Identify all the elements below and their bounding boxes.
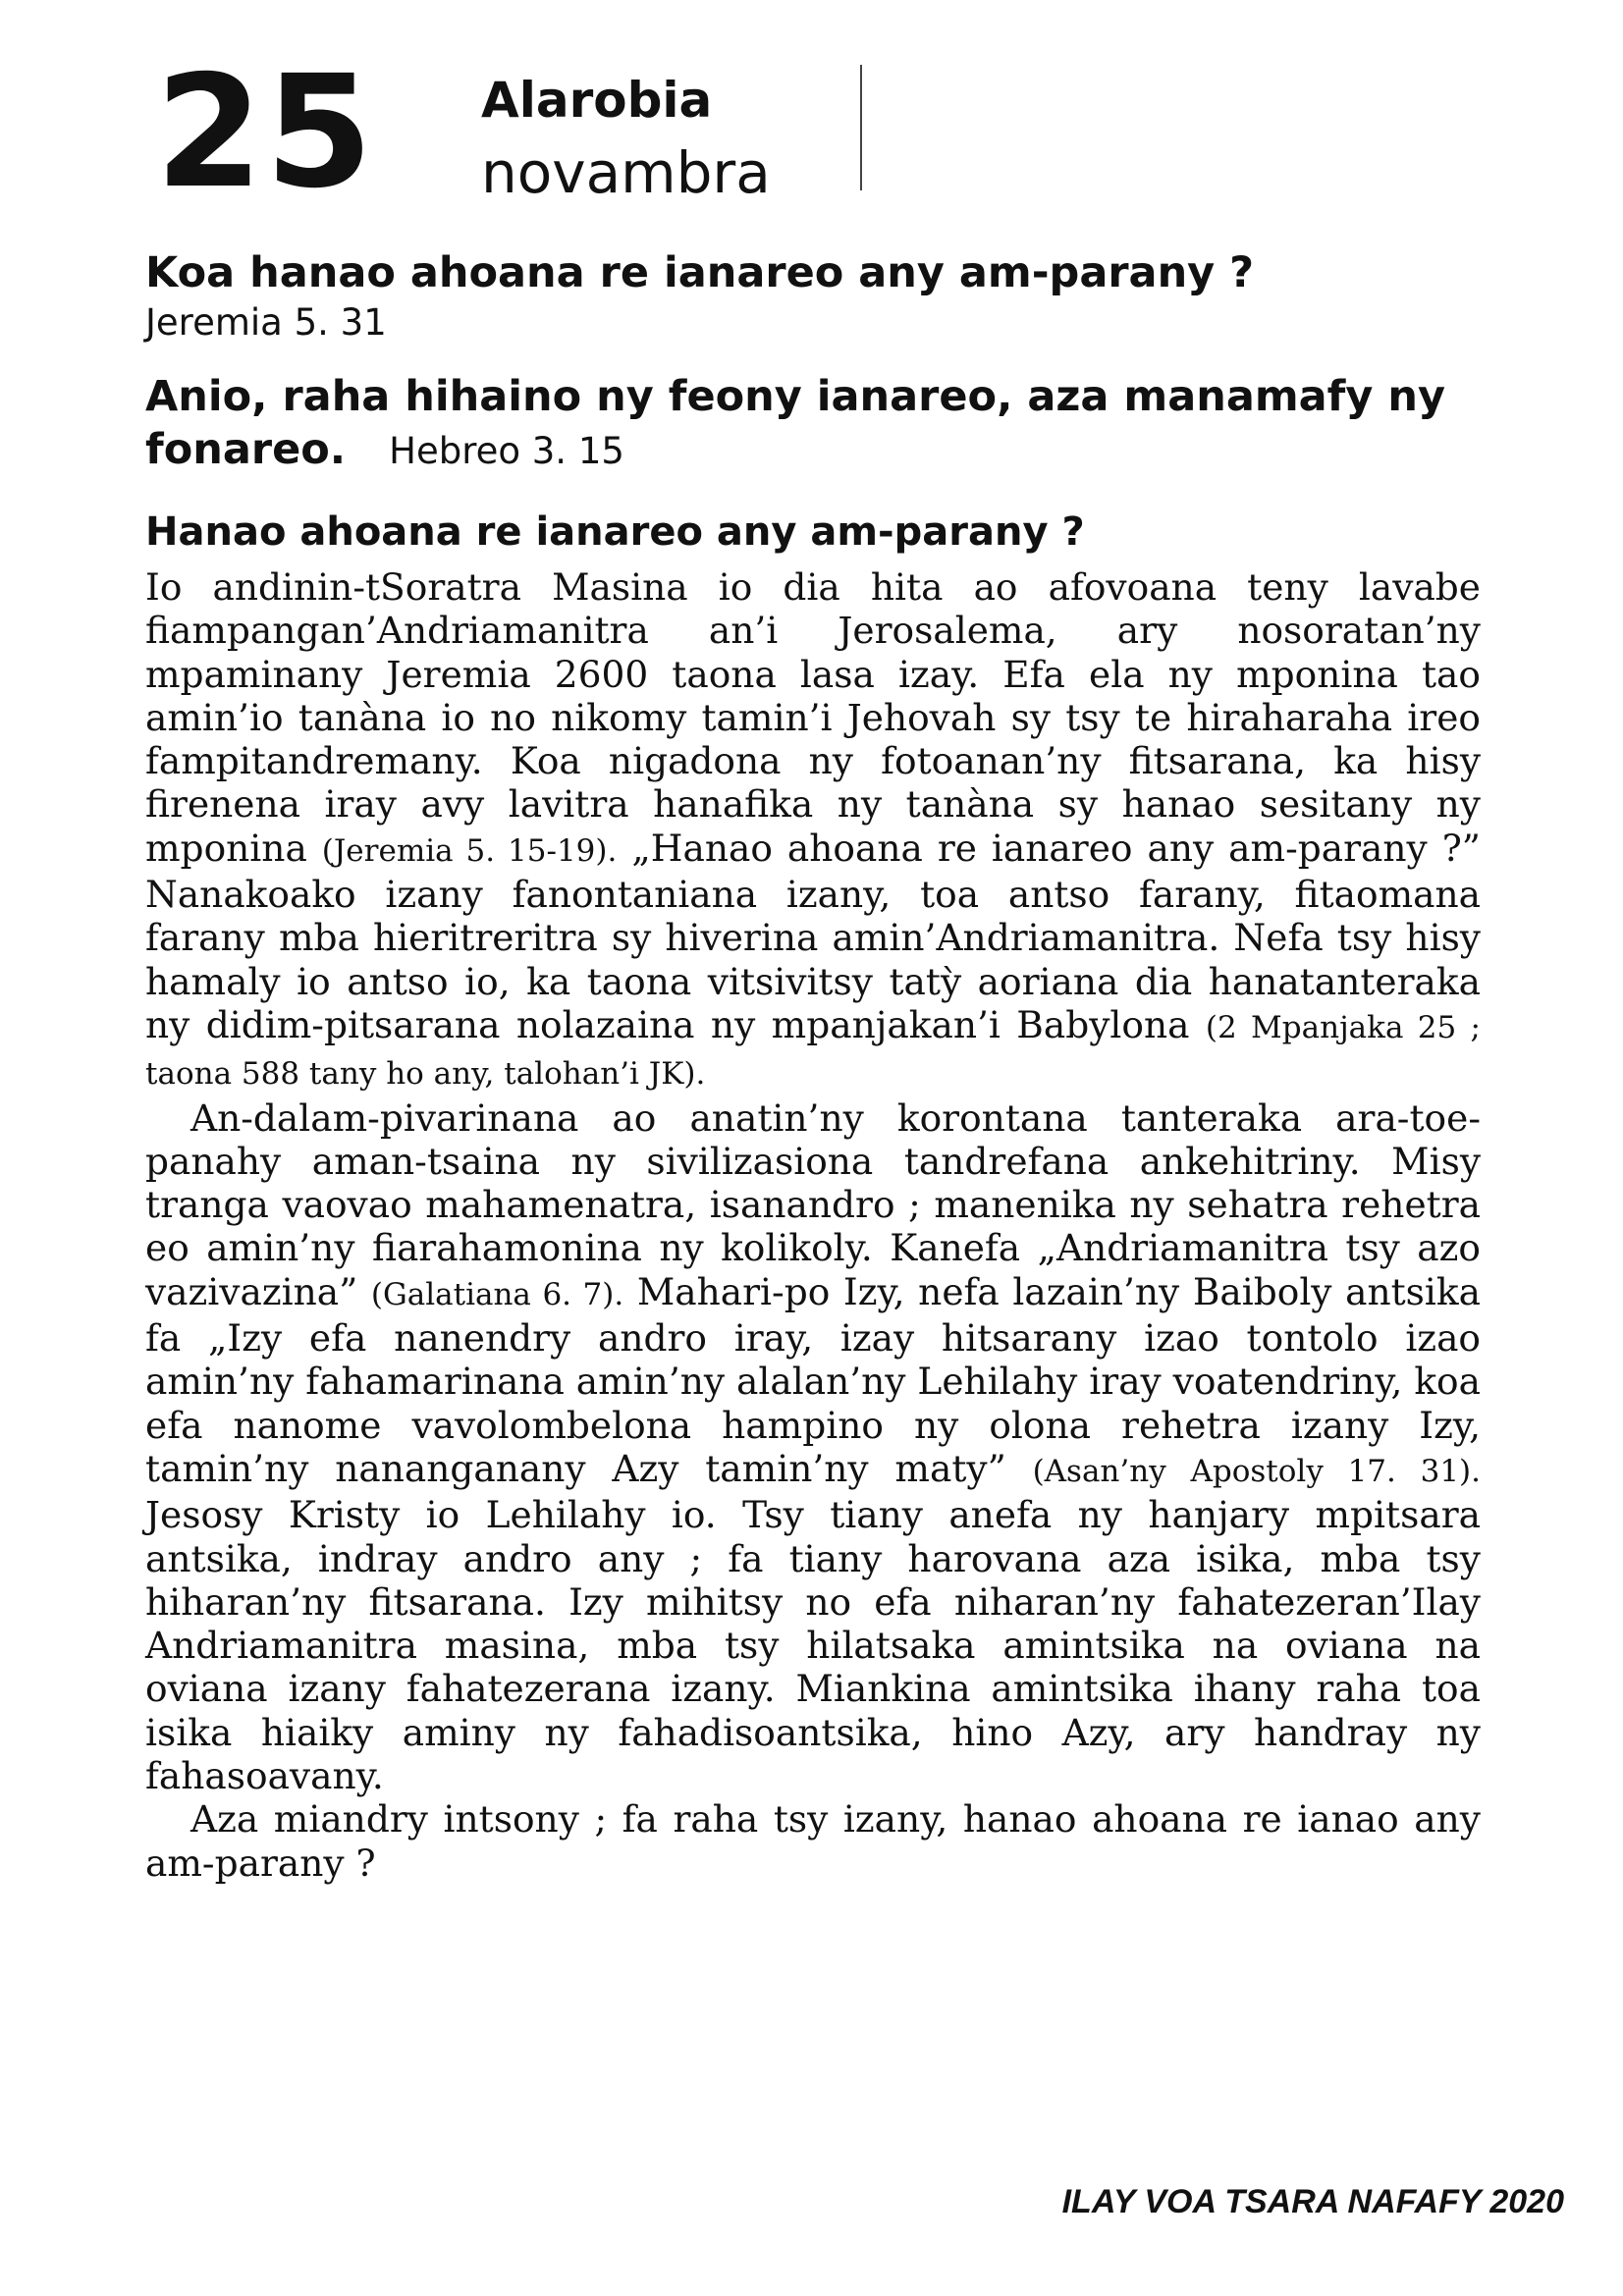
paragraph-3-text: Aza miandry intsony ; fa raha tsy izany, hanao ahoana re ianao any am-parany ? — [145, 1797, 1481, 1885]
paragraph-1-text: Io andinin-tSoratra Masina io dia hita ao afovoana teny lavabe fiampangan’Andriamanitra an’i Jerosalema, ary nosoratan’ny mpaminany Jeremia 2600 taona lasa izay. Efa ela ny mponina tao amin’io tanàna io no nikomy tamin’i Jehovah sy tsy te hiraharaha ireo fampitandremany. Koa nigadona ny fotoanan’ny fitsarana, ka hisy firenena iray avy lavitra hanafika ny tanàna sy hanao sesitany ny mponina — [145, 565, 1481, 870]
verse-answer — [145, 370, 1481, 478]
paragraph-2-reference-2: (Asan’ny Apostoly 17. 31). — [1032, 1453, 1482, 1489]
paragraph-1-reference-1: (Jeremia 5. 15-19). — [321, 832, 618, 869]
paragraph-1-reference-2: (2 Mpanjaka 25 ; taona 588 tany ho any, talohan’i JK). — [145, 1009, 1481, 1093]
day-number: 25 — [155, 42, 375, 223]
date-header — [155, 42, 882, 223]
paragraph-1-text-2: „Hanao ahoana re ianareo any am-parany ?” Nanakoako izany fanontaniana izany, toa antso farany, fitaomana farany mba hieritreritra sy hiverina amin’Andriamanitra. Nefa tsy hisy hamaly io antso io, ka taona vitsivitsy tatỳ aoriana dia hanatanteraka ny didim-pitsarana nolazaina ny mpanjakan’i Babylona — [145, 826, 1481, 1046]
section-title: Hanao ahoana re ianareo any am-parany ? — [145, 509, 1085, 555]
month: novambra — [481, 139, 771, 206]
paragraph-1 — [145, 565, 1481, 1096]
paragraph-2-text-2: Mahari-po Izy, nefa lazain’ny Baiboly antsika fa „Izy efa nanendry andro iray, izay hitsarany izao tontolo izao amin’ny fahamarinana amin’ny alalan’ny Lehilahy iray voatendriny, koa efa nanome vavolombelona hampino ny olona rehetra izany Izy, tamin’ny nananganany Azy tamin’ny maty” — [145, 1269, 1481, 1490]
footer-publication: ILAY VOA TSARA NAFAFY 2020 — [1061, 2183, 1564, 2220]
verse-answer-text: Anio, raha hihaino ny feony ianareo, aza manamafy ny fonareo. — [145, 372, 1446, 474]
paragraph-2-text-3: Jesosy Kristy io Lehilahy io. Tsy tiany anefa ny hanjary mpitsara antsika, indray andro any ; fa tiany harovana aza isika, mba tsy hiharan’ny fitsarana. Izy mihitsy no efa niharan’ny fahatezeran’Ilay Andriamanitra masina, mba tsy hilatsaka amintsika na oviana na oviana izany fahatezerana izany. Miankina amintsika ihany raha toa isika hiaiky aminy ny fahadisoantsika, hino Azy, ary handray ny fahasoavany. — [145, 1493, 1481, 1798]
paragraph-2-reference-1: (Galatiana 6. 7). — [370, 1276, 624, 1312]
verse-question-reference: Jeremia 5. 31 — [145, 301, 387, 344]
header-divider — [860, 65, 862, 190]
weekday: Alarobia — [481, 72, 713, 129]
paragraph-2 — [145, 1096, 1481, 1798]
verse-answer-reference: Hebreo 3. 15 — [389, 430, 624, 472]
paragraph-3 — [145, 1797, 1481, 1885]
paragraph-2-text: An-dalam-pivarinana ao anatin’ny korontana tanteraka ara-toe-panahy aman-tsaina ny sivilizasiona tandrefana ankehitriny. Misy tranga vaovao mahamenatra, isanandro ; manenika ny sehatra rehetra eo amin’ny fiarahamonina ny kolikoly. Kanefa „Andriamanitra tsy azo vazivazina” — [145, 1095, 1481, 1313]
verse-question: Koa hanao ahoana re ianareo any am-parany ? — [145, 248, 1255, 297]
body-text — [145, 565, 1481, 1885]
